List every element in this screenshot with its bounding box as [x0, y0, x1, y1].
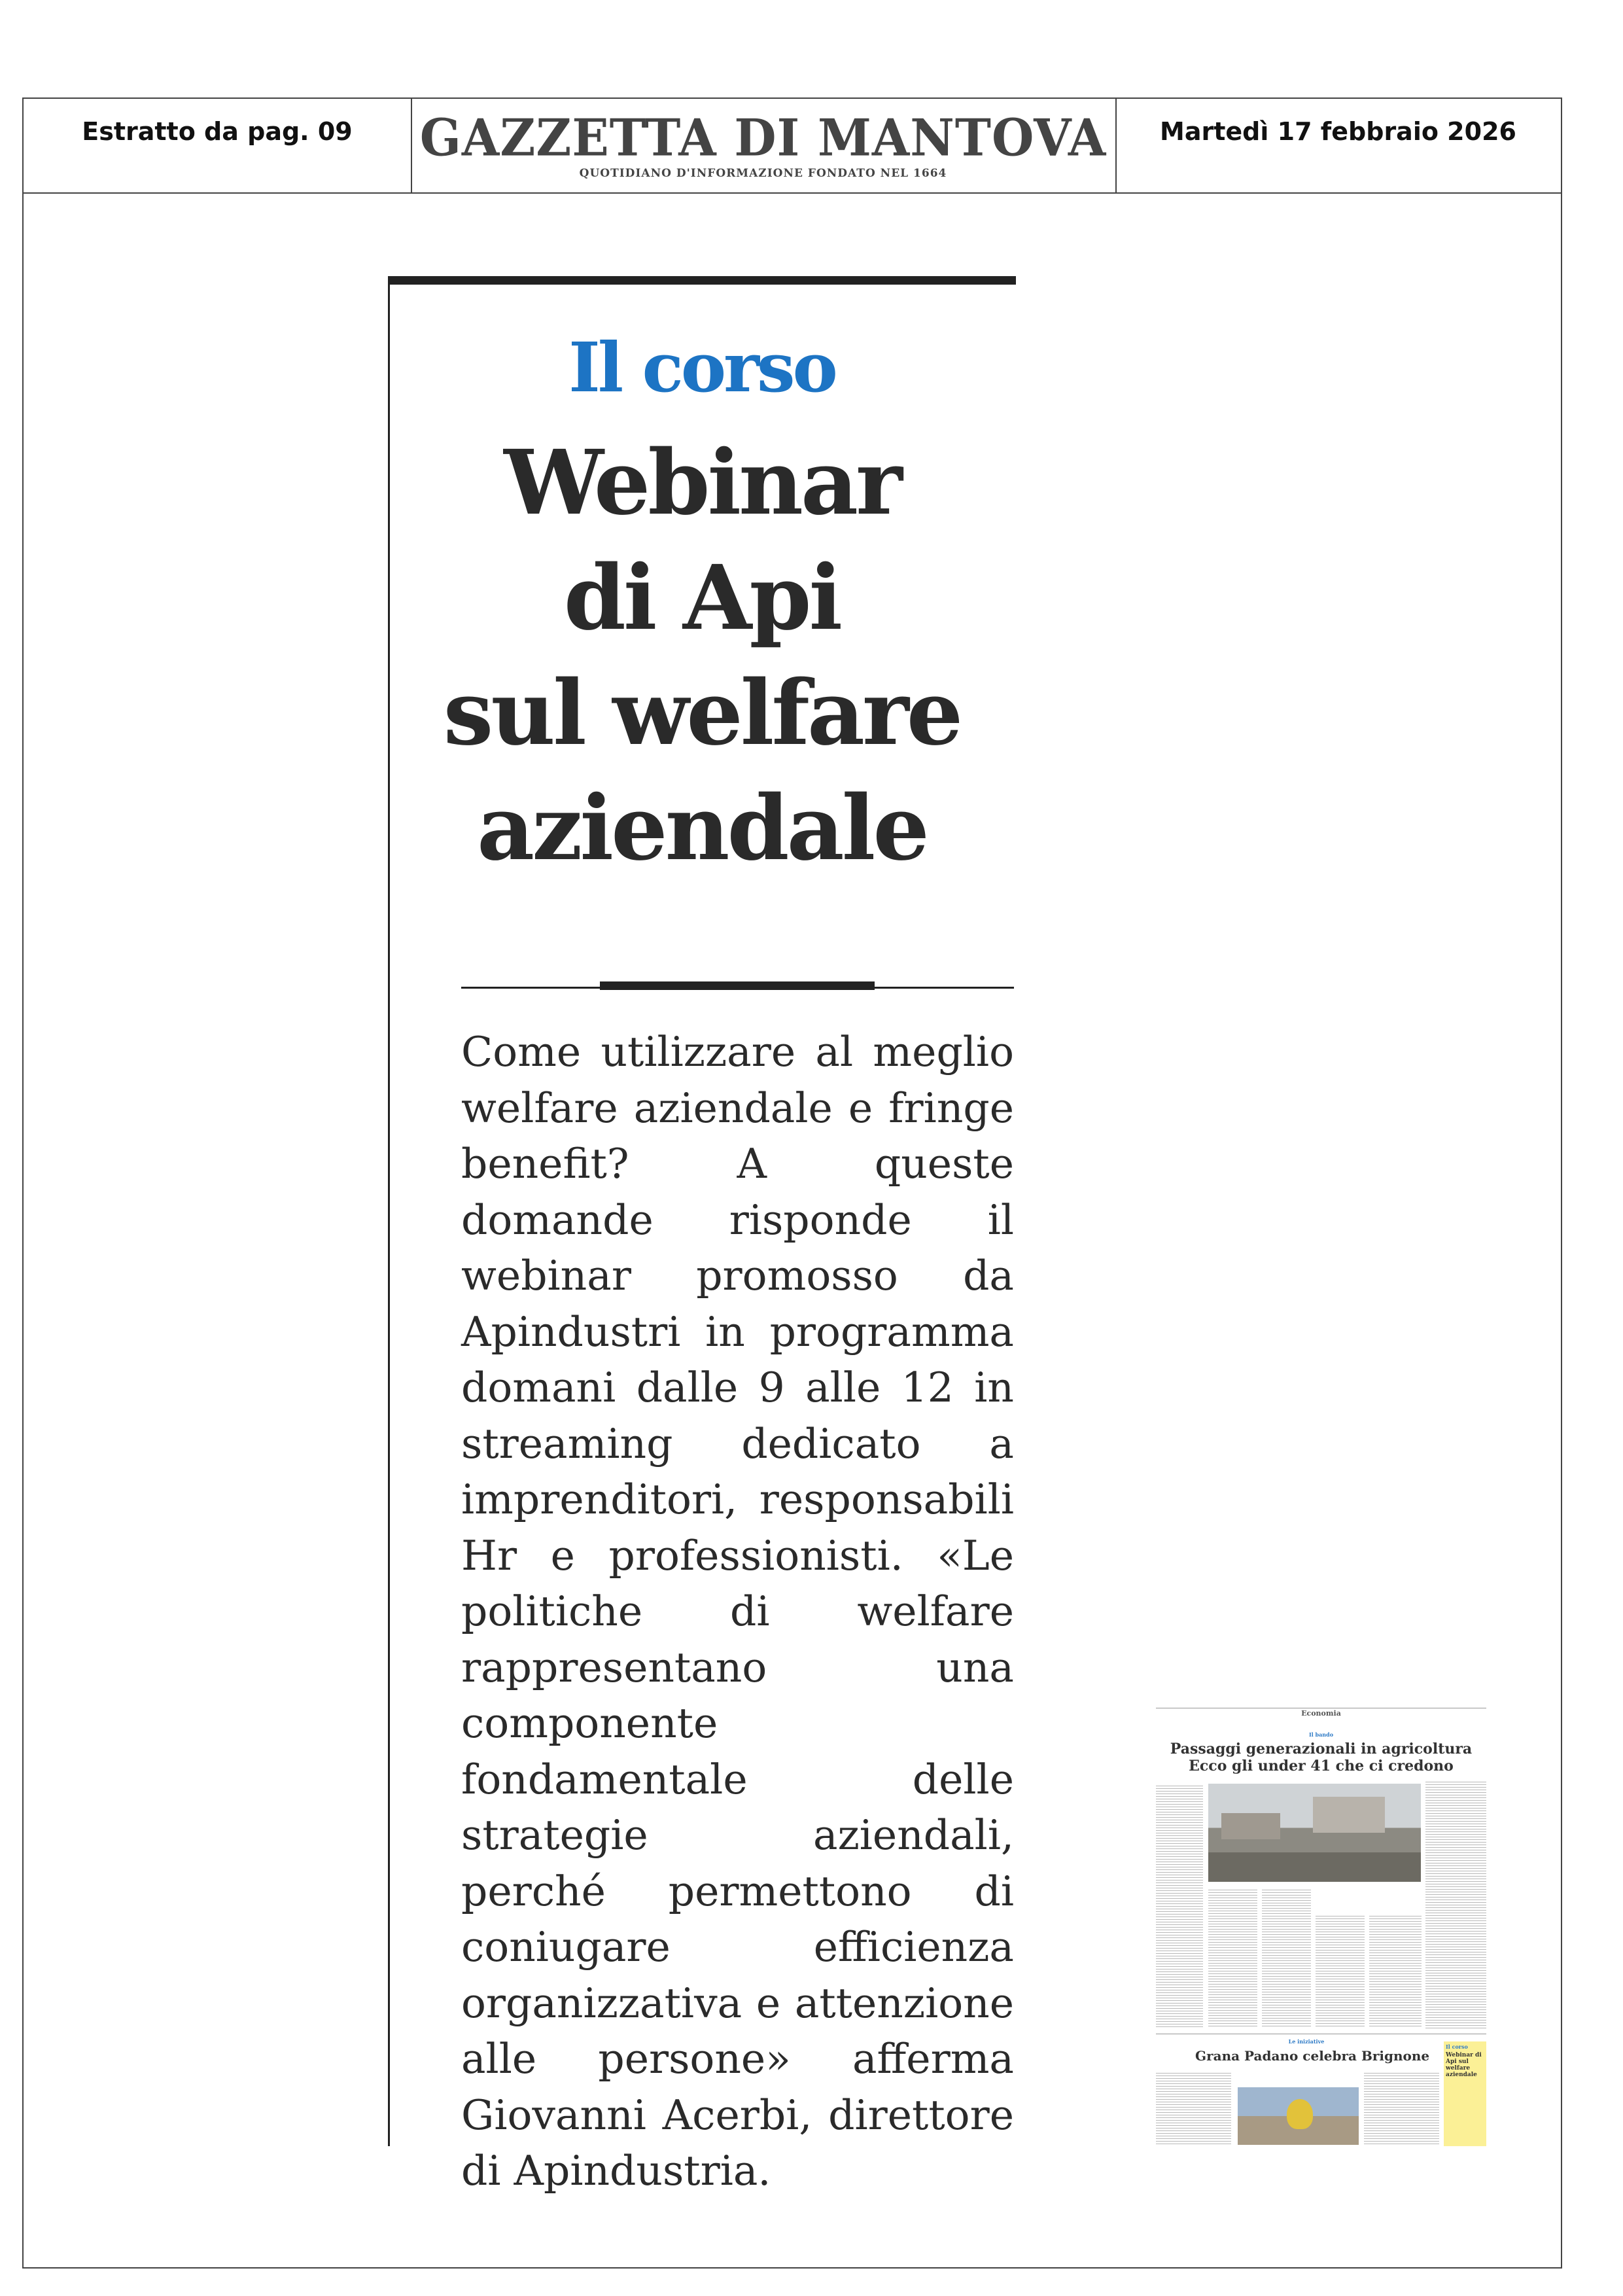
- thumbnail-highlight-headline: Webinar di Api sul welfare aziendale: [1446, 2052, 1482, 2078]
- date-cell: [1115, 99, 1561, 192]
- article-kicker: Il corso: [568, 327, 835, 408]
- headline-line: aziendale: [477, 776, 927, 881]
- thumbnail-text-column: [1156, 2071, 1231, 2146]
- thumbnail-cheese-photo: [1238, 2087, 1359, 2145]
- article-headline: [388, 425, 1016, 886]
- thumbnail-kicker-2: Le iniziative: [1288, 2038, 1325, 2045]
- thumbnail-text-column: [1364, 2071, 1439, 2146]
- headline-line: Webinar: [504, 431, 900, 535]
- thumbnail-text-column: [1369, 1914, 1422, 2028]
- thumbnail-headline-2: Grana Padano celebra Brignone: [1195, 2048, 1430, 2064]
- thumbnail-headline: [1156, 1740, 1486, 1775]
- farm-building: [1313, 1797, 1385, 1833]
- thumbnail-text-column: [1156, 1784, 1203, 2029]
- clipping-header: [22, 97, 1562, 194]
- article-body: Come utilizzare al meglio welfare aziendale e fringe benefit? A queste domande risponde il webinar promosso da Apindustri in programma domani dalle 9 alle 12 in streaming dedicato a imprenditori, responsabili Hr e professionisti. «Le politiche di welfare rappresentano una componente fondamentale delle strategie aziendali, perché permettono di coniugare efficienza organizzativa e attenzione alle persone» afferma Giovanni Acerbi, direttore di Apindustria.: [461, 1028, 1014, 2195]
- masthead-cell: [411, 99, 1117, 192]
- publication-date: Martedì 17 febbraio 2026: [1160, 117, 1516, 146]
- newspaper-masthead: GAZZETTA DI MANTOVA: [419, 108, 1107, 168]
- page-extract-cell: [24, 99, 412, 192]
- thumbnail-text-column: [1262, 1888, 1311, 2028]
- headline-separator-accent: [600, 981, 875, 990]
- thumbnail-headline-line: Passaggi generazionali in agricoltura: [1170, 1740, 1473, 1757]
- thumbnail-kicker: Il bando: [1308, 1731, 1334, 1738]
- thumbnail-text-column: [1425, 1780, 1486, 2028]
- thumbnail-section: Economia: [1301, 1709, 1341, 1718]
- thumbnail-farm-photo: [1208, 1784, 1421, 1882]
- page-extract-label: Estratto da pag. 09: [82, 117, 353, 146]
- cheese-mascot: [1287, 2099, 1313, 2129]
- thumbnail-headline-line: Ecco gli under 41 che ci credono: [1189, 1757, 1454, 1775]
- headline-line: di Api: [563, 546, 841, 650]
- article-top-rule: [388, 276, 1016, 285]
- headline-line: sul welfare: [443, 661, 961, 766]
- thumbnail-highlight-kicker: Il corso: [1446, 2043, 1468, 2050]
- thumbnail-text-column: [1316, 1914, 1365, 2028]
- masthead-tagline: QUOTIDIANO D'INFORMAZIONE FONDATO NEL 1664: [579, 167, 947, 180]
- farm-shed: [1221, 1813, 1280, 1839]
- page-thumbnail: [1156, 1695, 1486, 2149]
- thumbnail-text-column: [1208, 1888, 1257, 2028]
